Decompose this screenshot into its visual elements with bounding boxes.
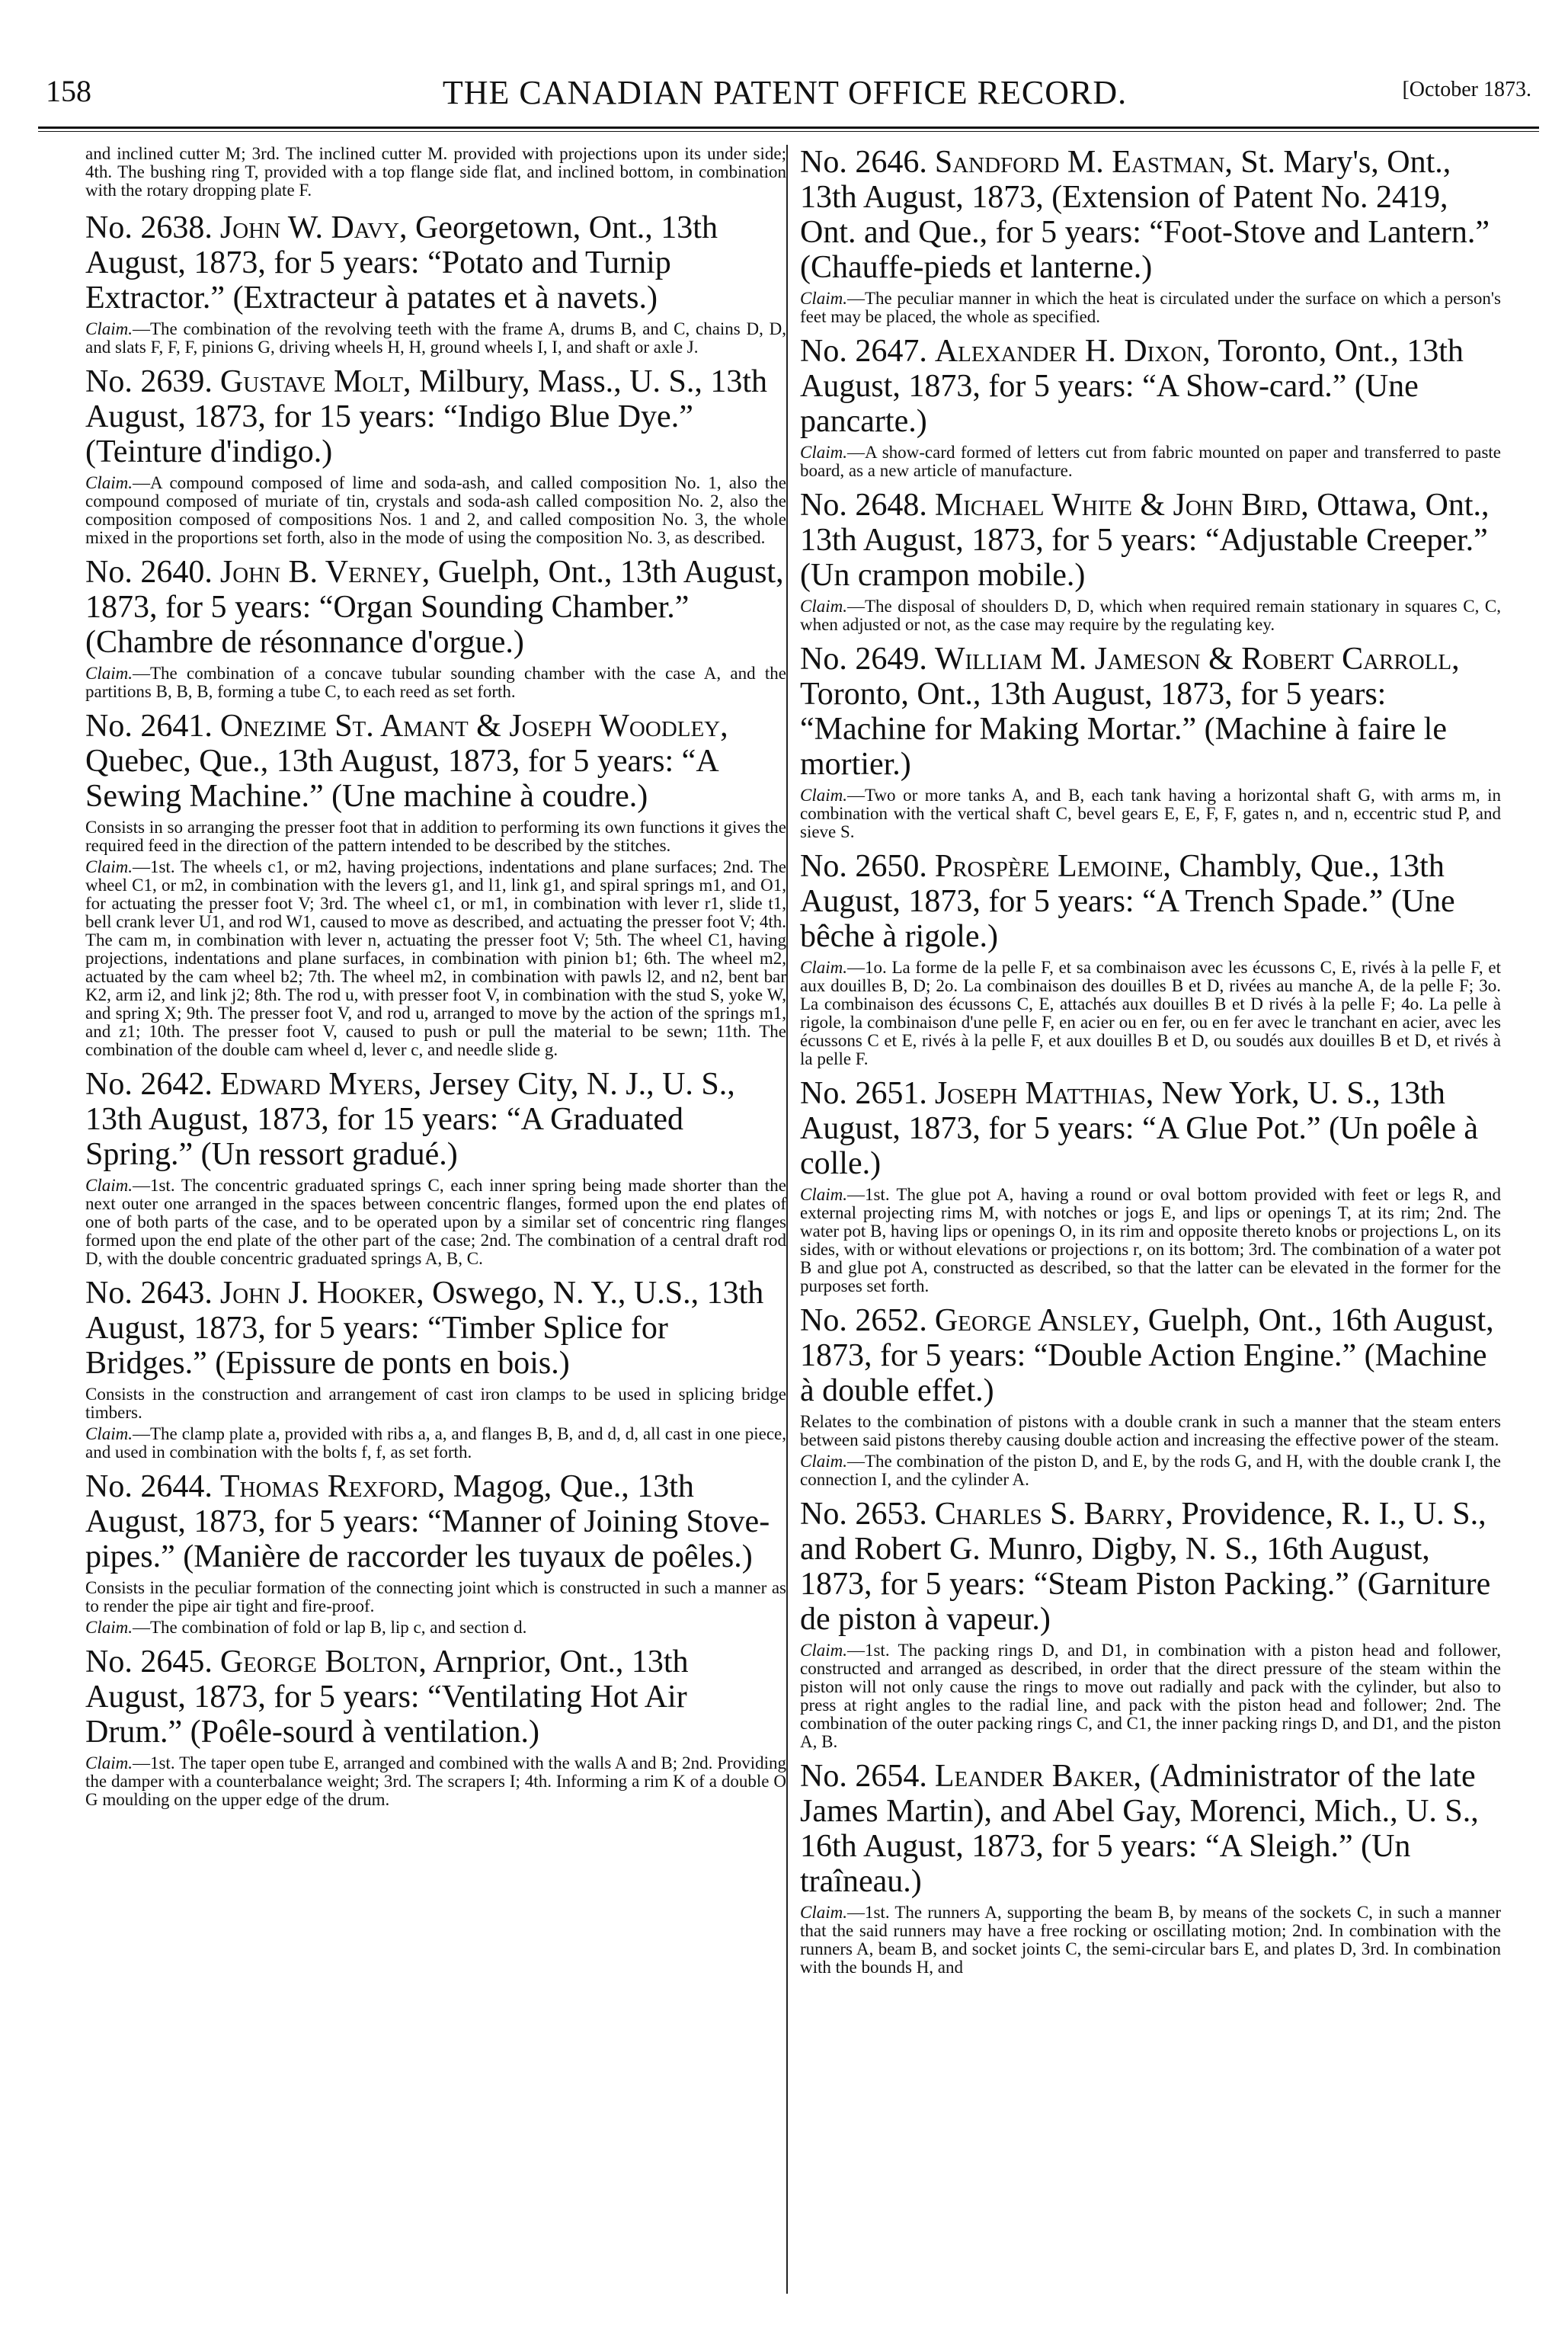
patent-number: No. 2654.: [800, 1759, 927, 1794]
continuation-text: and inclined cutter M; 3rd. The inclined cutter M. provided with projections upon its under side; 4th. The bushing ring T, provided with a top flange side flat, and inclined bottom, in combination with the rotary dropping plate F.: [85, 144, 786, 200]
patent-details: Chambly, Que., 13th August, 1873, for 5 years: “A Trench Spade.” (Une bêche à rigole.): [800, 849, 1455, 954]
claim-text: [85, 1754, 786, 1809]
inventor-name: Prospère Lemoine,: [934, 849, 1171, 884]
claim-text: [85, 1177, 786, 1268]
patent-entry: [85, 1067, 786, 1268]
entry-heading: [85, 1067, 786, 1172]
patent-entry: [85, 1276, 786, 1462]
claim-label: Claim.: [800, 958, 847, 977]
entry-heading: [85, 555, 786, 660]
body-text: —1st. The packing rings D, and D1, in combination with a piston head and follower, constructed and arranged as described, in order that the direct pressure of the steam within the piston will not only cause the rings to move out radially and pack with the cylinder, but also to press at right angles to the radial line, and pack with the piston head and follower; 2nd. The combination of the outer packing rings C, and C1, the inner packing rings D, and D1, and the piston A, B.: [800, 1641, 1501, 1751]
patent-number: No. 2639.: [85, 364, 213, 399]
entry-heading: [800, 1303, 1501, 1408]
entry-heading: [85, 1469, 786, 1574]
claim-text: [85, 320, 786, 357]
body-text: —The combination of a concave tubular sounding chamber with the case A, and the partitions B, B, B, forming a tube C, to each reed as set forth.: [85, 664, 786, 701]
claim-label: Claim.: [800, 443, 847, 462]
claim-text: [800, 1186, 1501, 1295]
inventor-name: George Ansley,: [934, 1303, 1141, 1338]
entry-heading: [85, 709, 786, 814]
patent-number: No. 2652.: [800, 1303, 927, 1338]
patent-entry: [800, 1759, 1501, 1977]
description-text: [800, 1413, 1501, 1449]
inventor-name: John W. Davy,: [219, 210, 408, 245]
entry-heading: [800, 488, 1501, 593]
inventor-name: John J. Hooker,: [219, 1276, 424, 1311]
header-rule: [38, 126, 1539, 129]
patent-details: Oswego, N. Y., U.S., 13th August, 1873, for 5 years: “Timber Splice for Bridges.” (Epissure de ponts en bois.): [85, 1276, 764, 1381]
claim-label: Claim.: [85, 473, 133, 492]
patent-number: No. 2651.: [800, 1076, 927, 1111]
inventor-name: John B. Verney,: [219, 555, 430, 590]
patent-details: Milbury, Mass., U. S., 13th August, 1873, for 15 years: “Indigo Blue Dye.” (Teinture d'indigo.): [85, 364, 768, 469]
patent-number: No. 2638.: [85, 210, 213, 245]
patent-details: Quebec, Que., 13th August, 1873, for 5 years: “A Sewing Machine.” (Une machine à coudre.): [85, 744, 718, 814]
patent-number: No. 2643.: [85, 1276, 213, 1311]
entry-heading: [800, 849, 1501, 954]
body-text: —A compound composed of lime and soda-ash, and called composition No. 1, also the compound composed of muriate of tin, crystals and soda-ash called composition No. 2, also the composition composed of compositions Nos. 1 and 2, and called composition No. 3, the whole mixed in the proportions set forth, also in the mode of using the composition No. 3, as described.: [85, 473, 786, 547]
patent-number: No. 2653.: [800, 1497, 927, 1532]
claim-text: [800, 597, 1501, 634]
patent-entry: [800, 488, 1501, 634]
body-text: —The combination of the revolving teeth with the frame A, drums B, and C, chains D, D, and slats F, F, F, pinions G, driving wheels H, H, ground wheels I, I, and shaft or axle J.: [85, 319, 786, 357]
inventor-name: Leander Baker,: [934, 1759, 1142, 1794]
claim-text: [800, 1641, 1501, 1751]
body-text: —A show-card formed of letters cut from fabric mounted on paper and transferred to paste board, as a new article of manufacture.: [800, 443, 1501, 480]
entry-heading: [85, 364, 786, 469]
claim-label: Claim.: [85, 1424, 133, 1443]
patent-details: Providence, R. I., U. S., and Robert G. Munro, Digby, N. S., 16th August, 1873, for 5 years: “Steam Piston Packing.” (Garniture de piston à vapeur.): [800, 1497, 1491, 1637]
right-column: [800, 145, 1501, 1984]
claim-text: [800, 786, 1501, 841]
body-text: —The clamp plate a, provided with ribs a, a, and flanges B, B, and d, d, all cast in one piece, and used in combination with the bolts f, f, as set forth.: [85, 1424, 786, 1462]
claim-text: [800, 444, 1501, 480]
description-text: [85, 818, 786, 855]
entry-heading: [800, 1759, 1501, 1899]
body-text: —Two or more tanks A, and B, each tank having a horizontal shaft G, with arms m, in combination with the vertical shaft C, bevel gears E, E, F, F, gates n, and n, eccentric stud P, and sieve S.: [800, 786, 1501, 841]
body-text: —The disposal of shoulders D, D, which when required remain stationary in squares C, C, when adjusted or not, as the case may require by the regulating key.: [800, 597, 1501, 634]
patent-details: New York, U. S., 13th August, 1873, for 5 years: “A Glue Pot.” (Un poêle à colle.): [800, 1076, 1478, 1181]
patent-number: No. 2647.: [800, 334, 927, 369]
body-text: —1st. The wheels c1, or m2, having projections, indentations and plane surfaces; 2nd. The wheel C1, or m2, in combination with the levers g1, and l1, link g1, and spiral springs m1, and O1, for actuating the presser foot V; 3rd. The wheel c1, or m1, in combination with lever r1, slide t1, bell crank lever U1, and rod W1, caused to move as described, and actuating the presser foot V; 4th. The cam m, in combination with lever n, actuating the presser foot V; 5th. The wheel C1, having projections, indentations and plane surfaces, in combination with pinion b1; 6th. The wheel m2, actuated by the cam wheel b2; 7th. The wheel m2, in combination with pawls l2, and n2, bent bar K2, arm i2, and link j2; 8th. The rod u, with presser foot V, in combination with the stud S, yoke W, and spring X; 9th. The presser foot V, and rod u, arranged to move by the action of the springs m1, and z1; 10th. The presser foot V, caused to push or pull the material to be sewn; 11th. The combination of the double cam wheel d, lever c, and needle slide g.: [85, 857, 786, 1059]
body-text: —The combination of fold or lap B, lip c, and section d.: [132, 1618, 527, 1637]
patent-number: No. 2648.: [800, 488, 927, 523]
patent-details: Guelph, Ont., 16th August, 1873, for 5 years: “Double Action Engine.” (Machine à double effet.): [800, 1303, 1494, 1408]
patent-details: Arnprior, Ont., 13th August, 1873, for 5 years: “Ventilating Hot Air Drum.” (Poêle-sourd à ventilation.): [85, 1644, 689, 1750]
patent-details: (Administrator of the late James Martin), and Abel Gay, Morenci, Mich., U. S., 16th August, 1873, for 5 years: “A Sleigh.” (Un traîneau.): [800, 1759, 1479, 1899]
patent-details: Magog, Que., 13th August, 1873, for 5 years: “Manner of Joining Stove-pipes.” (Manière de raccorder les tuyaux de poêles.): [85, 1469, 770, 1574]
claim-text: [85, 664, 786, 701]
claim-text: [85, 1425, 786, 1462]
column-divider: [786, 145, 788, 2294]
patent-number: No. 2644.: [85, 1469, 213, 1504]
inventor-name: Edward Myers,: [219, 1067, 422, 1102]
patent-entry: [85, 1644, 786, 1809]
inventor-name: William M. Jameson & Robert Carroll,: [934, 642, 1460, 677]
claim-label: Claim.: [800, 289, 847, 308]
claim-label: Claim.: [800, 1185, 847, 1204]
body-text: —1st. The glue pot A, having a round or oval bottom provided with feet or legs R, and external projecting rims M, with notches or jogs E, and lips or openings T, at its rim; 2nd. The water pot B, having lips or openings O, in its rim and opposite thereto knobs or projections L, on its sides, with or without elevations or projections r, on its bottom; 3rd. The combination of a water pot B and glue pot A, constructed as described, so that the latter can be elevated in the former for the purposes set forth.: [800, 1185, 1501, 1295]
patent-details: St. Mary's, Ont., 13th August, 1873, (Extension of Patent No. 2419, Ont. and Que., for 5 years: “Foot-Stove and Lantern.” (Chauffe-pieds et lanterne.): [800, 145, 1490, 285]
patent-entry: [85, 709, 786, 1059]
entry-heading: [85, 1644, 786, 1750]
claim-label: Claim.: [85, 1176, 133, 1195]
page-header: [30, 73, 1539, 126]
patent-entry: [800, 1076, 1501, 1295]
body-text: —1st. The runners A, supporting the beam B, by means of the sockets C, in such a manner that the said runners may have a free rocking or oscillating motion; 2nd. In combination with the runners A, beam B, and socket joints C, the semi-circular bars E, and plates D, 3rd. In combination with the bounds H, and: [800, 1903, 1501, 1977]
inventor-name: Onezime St. Amant & Joseph Woodley,: [219, 709, 728, 744]
entry-heading: [800, 334, 1501, 439]
claim-text: [85, 474, 786, 547]
claim-text: [85, 1619, 786, 1637]
patent-entry: [800, 334, 1501, 480]
patent-entry: [800, 145, 1501, 326]
body-text: —1o. La forme de la pelle F, et sa combinaison avec les écussons C, E, rivés à la pelle F, et aux douilles B, D; 2o. La combinaison des douilles B et D, rivées au manche A, de la pelle F; 3o. La combinaison des écussons C, E, attachés aux douilles B et D rivés à la pelle F; 4o. La pelle à rigole, la combinaison d'une pelle F, en acier ou en fer, ou en fer avec le tranchant en acier, avec les écussons C et E, rivés à la pelle F, et aux douilles B et D, ou soudés aux douilles B et D, et rivés à la pelle F.: [800, 958, 1501, 1068]
patent-details: Georgetown, Ont., 13th August, 1873, for 5 years: “Potato and Turnip Extractor.” (Extracteur à patates et à navets.): [85, 210, 718, 315]
page-number: 158: [46, 74, 91, 108]
entry-heading: [800, 145, 1501, 285]
description-text: [85, 1385, 786, 1422]
patent-number: No. 2650.: [800, 849, 927, 884]
claim-text: [800, 1904, 1501, 1977]
claim-label: Claim.: [85, 857, 133, 876]
inventor-name: Joseph Matthias,: [934, 1076, 1154, 1111]
patent-entry: [85, 210, 786, 357]
claim-text: [85, 858, 786, 1059]
patent-entry: [800, 642, 1501, 841]
patent-entry: [800, 1497, 1501, 1751]
claim-text: [800, 290, 1501, 326]
claim-label: Claim.: [800, 1903, 847, 1922]
patent-number: No. 2642.: [85, 1067, 213, 1102]
left-column: [85, 145, 786, 1817]
claim-label: Claim.: [800, 1452, 847, 1471]
claim-label: Claim.: [85, 664, 133, 683]
body-text: Consists in the construction and arrangement of cast iron clamps to be used in splicing bridge timbers.: [85, 1385, 786, 1422]
description-text: [85, 1579, 786, 1616]
entry-heading: [800, 642, 1501, 782]
claim-text: [800, 959, 1501, 1068]
header-date: [October 1873.: [1402, 78, 1531, 101]
patent-details: Toronto, Ont., 13th August, 1873, for 5 years: “A Show-card.” (Une pancarte.): [800, 334, 1464, 439]
patent-details: Guelph, Ont., 13th August, 1873, for 5 years: “Organ Sounding Chamber.” (Chambre de résonnance d'orgue.): [85, 555, 784, 660]
inventor-name: Alexander H. Dixon,: [934, 334, 1211, 369]
claim-label: Claim.: [85, 319, 133, 338]
patent-details: Toronto, Ont., 13th August, 1873, for 5 years: “Machine for Making Mortar.” (Machine à faire le mortier.): [800, 677, 1447, 782]
claim-label: Claim.: [85, 1618, 133, 1637]
body-text: —The peculiar manner in which the heat is circulated under the surface on which a person's feet may be placed, the whole as specified.: [800, 289, 1501, 326]
patent-number: No. 2649.: [800, 642, 927, 677]
inventor-name: Gustave Molt,: [219, 364, 411, 399]
entry-heading: [800, 1497, 1501, 1637]
body-text: —The combination of the piston D, and E, by the rods G, and H, with the double crank I, the connection I, and the cylinder A.: [800, 1452, 1501, 1489]
body-text: —1st. The taper open tube E, arranged and combined with the walls A and B; 2nd. Providing the damper with a counterbalance weight; 3rd. The scrapers I; 4th. Informing a rim K of a double O G moulding on the upper edge of the drum.: [85, 1753, 786, 1809]
patent-entry: [800, 1303, 1501, 1489]
inventor-name: Sandford M. Eastman,: [934, 145, 1233, 180]
patent-entry: [85, 555, 786, 701]
patent-details: Ottawa, Ont., 13th August, 1873, for 5 years: “Adjustable Creeper.” (Un crampon mobile.): [800, 488, 1490, 593]
entry-heading: [85, 1276, 786, 1381]
patent-number: No. 2641.: [85, 709, 213, 744]
patent-entry: [85, 364, 786, 547]
patent-number: No. 2640.: [85, 555, 213, 590]
body-text: —1st. The concentric graduated springs C, each inner spring being made shorter than the next outer one arranged in the spaces between concentric flanges, formed upon the end plates of one of both parts of the case, and to be operated upon by a similar set of concentric ring flanges formed upon the end plate of the other part of the case; 2nd. The combination of a central draft rod D, with the double concentric graduated springs A, B, C.: [85, 1176, 786, 1268]
entry-heading: [800, 1076, 1501, 1181]
inventor-name: Thomas Rexford,: [219, 1469, 446, 1504]
inventor-name: George Bolton,: [219, 1644, 427, 1680]
running-title: THE CANADIAN PATENT OFFICE RECORD.: [442, 74, 1128, 111]
body-text: Relates to the combination of pistons with a double crank in such a manner that the steam enters between said pistons thereby causing double action and increasing the effective power of the steam.: [800, 1412, 1501, 1449]
patent-entry: [85, 1469, 786, 1637]
claim-text: [800, 1452, 1501, 1489]
body-text: Consists in so arranging the presser foot that in addition to performing its own functions it gives the required feed in the direction of the pattern intended to be described by the stitches.: [85, 818, 786, 855]
patent-number: No. 2646.: [800, 145, 927, 180]
claim-label: Claim.: [85, 1753, 133, 1772]
patent-number: No. 2645.: [85, 1644, 213, 1680]
header-rule-thin: [38, 131, 1539, 132]
inventor-name: Charles S. Barry,: [934, 1497, 1173, 1532]
patent-entry: [800, 849, 1501, 1068]
claim-label: Claim.: [800, 786, 847, 805]
body-text: Consists in the peculiar formation of the connecting joint which is constructed in such a manner as to render the pipe air tight and fire-proof.: [85, 1578, 786, 1616]
patent-details: Jersey City, N. J., U. S., 13th August, 1873, for 15 years: “A Graduated Spring.” (Un ressort gradué.): [85, 1067, 735, 1172]
claim-label: Claim.: [800, 1641, 847, 1660]
claim-label: Claim.: [800, 597, 847, 616]
entry-heading: [85, 210, 786, 315]
inventor-name: Michael White & John Bird,: [934, 488, 1309, 523]
